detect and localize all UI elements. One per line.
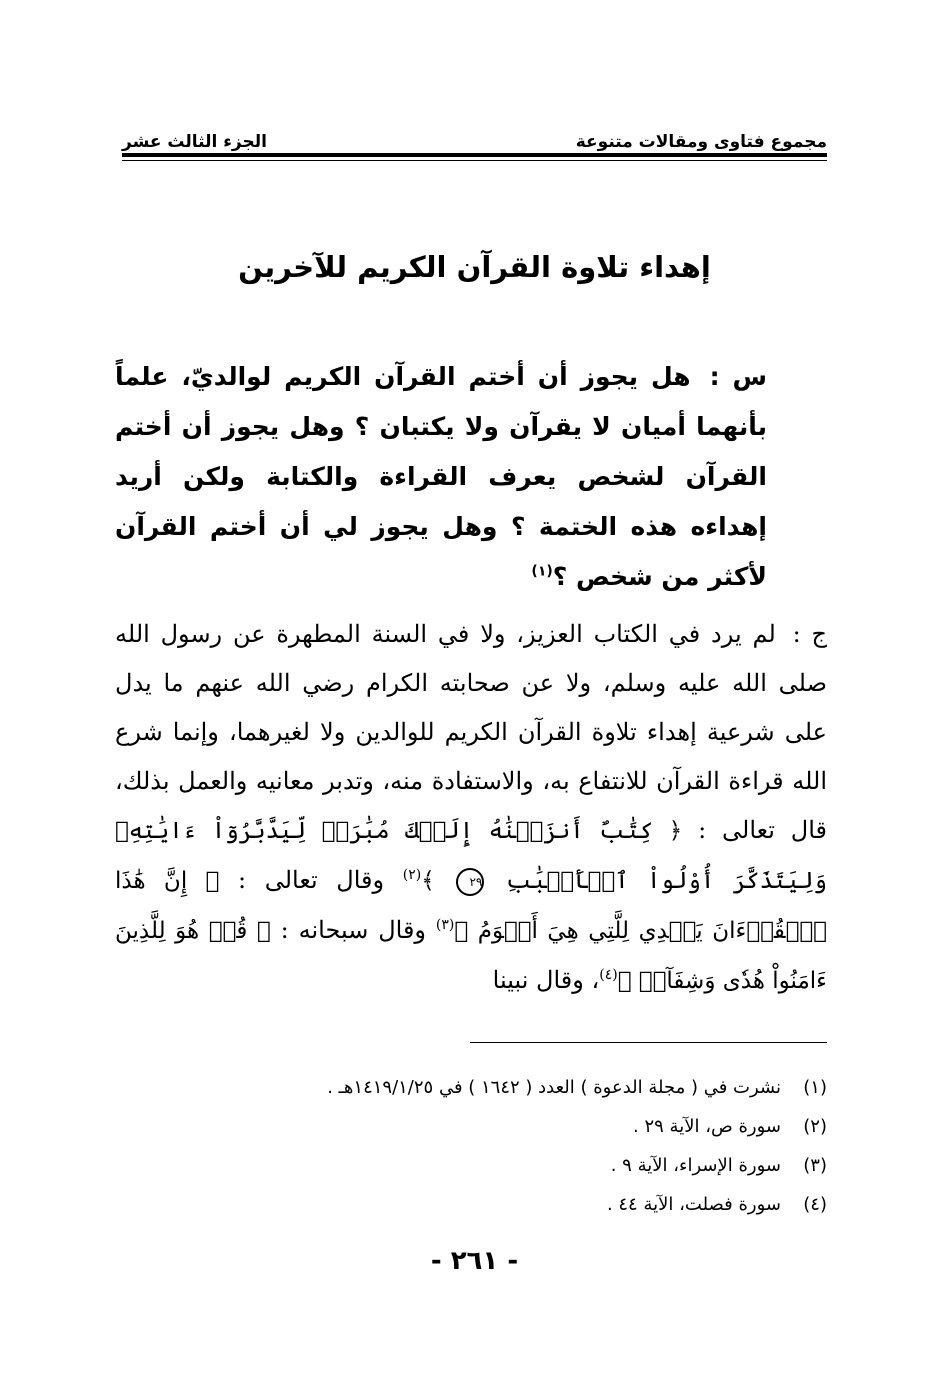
question-label: س : — [709, 362, 767, 391]
volume-label: الجزء الثالث عشر — [122, 132, 267, 152]
quran-verse-2: ﴿ إِنَّ هَٰذَا ٱلۡقُرۡءَانَ يَهۡدِي لِلَّتِي هِيَ أَقۡوَمُ ﴾ — [115, 868, 827, 944]
footnote-item — [122, 1107, 827, 1146]
footnote-text: سورة ص، الآية ٢٩ . — [633, 1116, 781, 1137]
verse-1-closing-bracket: ﴾ — [421, 868, 435, 894]
footnote-text: سورة الإسراء، الآية ٩ . — [610, 1155, 781, 1176]
header-rule-thick — [122, 153, 827, 157]
footnote-item — [122, 1068, 827, 1107]
footnote-number: (٣) — [803, 1155, 827, 1176]
footnote-text: سورة فصلت، الآية ٤٤ . — [606, 1194, 781, 1215]
footnote-separator — [470, 1042, 827, 1043]
question-footnote-ref: (١) — [531, 563, 553, 580]
quran-verse-1: ﴿ كِتَٰبٌ أَنزَلۡنَٰهُ إِلَيۡكَ مُبَٰرَكٞ لِّيَدَّبَّرُوٓاْ ءَايَٰتِهِۦ وَلِيَتَذَكَّرَ أُوْلُواْ ٱلۡأَلۡبَٰبِ — [115, 818, 827, 894]
footnotes — [122, 1068, 827, 1224]
book-title: مجموع فتاوى ومقالات متنوعة — [575, 132, 827, 152]
page-number: - ٢٦١ - — [430, 1246, 519, 1276]
verse-1-footnote-ref: (٢) — [402, 867, 422, 883]
question-paragraph — [115, 352, 767, 602]
verse-3-footnote-ref: (٤) — [599, 967, 618, 983]
quran-verse-3: ﴿ قُلۡ هُوَ لِلَّذِينَ ءَامَنُواْ هُدٗى وَشِفَآءٞ ﴾ — [115, 918, 827, 994]
footnote-text: نشرت في ( مجلة الدعوة ) العدد ( ١٦٤٢ ) في ١٤١٩/١/٢٥هـ . — [327, 1077, 781, 1098]
connector-text-1: وقال تعالى : — [238, 866, 385, 894]
connector-text-2: وقال سبحانه : — [280, 916, 426, 944]
answer-paragraph — [115, 610, 827, 1006]
answer-tail-text: ، وقال نبينا — [492, 966, 600, 994]
footnote-number: (١) — [803, 1077, 827, 1098]
verse-2-footnote-ref: (٣) — [435, 917, 455, 933]
footnote-number: (٢) — [803, 1116, 827, 1137]
footnote-number: (٤) — [803, 1194, 827, 1215]
article-title: إهداء تلاوة القرآن الكريم للآخرين — [238, 250, 711, 284]
question-text: هل يجوز أن أختم القرآن الكريم لوالديّ، علماً بأنهما أميان لا يقرآن ولا يكتبان ؟ وهل يجوز أن أختم القرآن لشخص يعرف القراءة والكتابة ولكن أريد إهداءه هذه الختمة ؟ وهل يجوز لي أن أختم القرآن لأكثر من شخص ؟ — [115, 362, 767, 591]
footnote-item — [122, 1185, 827, 1224]
ayah-number-marker: ٢٩ — [456, 868, 484, 896]
footnote-item — [122, 1146, 827, 1185]
answer-label: ج : — [792, 620, 828, 648]
answer-text: لم يرد في الكتاب العزيز، ولا في السنة المطهرة عن رسول الله صلى الله عليه وسلم، ولا عن صحابته الكرام رضي الله عنهم ما يدل على شرعية إهداء تلاوة القرآن الكريم للوالدين ولا لغيرهما، وإنما شرع الله قراءة القرآن للانتفاع به، والاستفادة منه، وتدبر معانيه والعمل بذلك، قال تعالى : — [115, 620, 828, 844]
header-rule-thin — [122, 160, 827, 161]
running-header — [122, 118, 827, 152]
